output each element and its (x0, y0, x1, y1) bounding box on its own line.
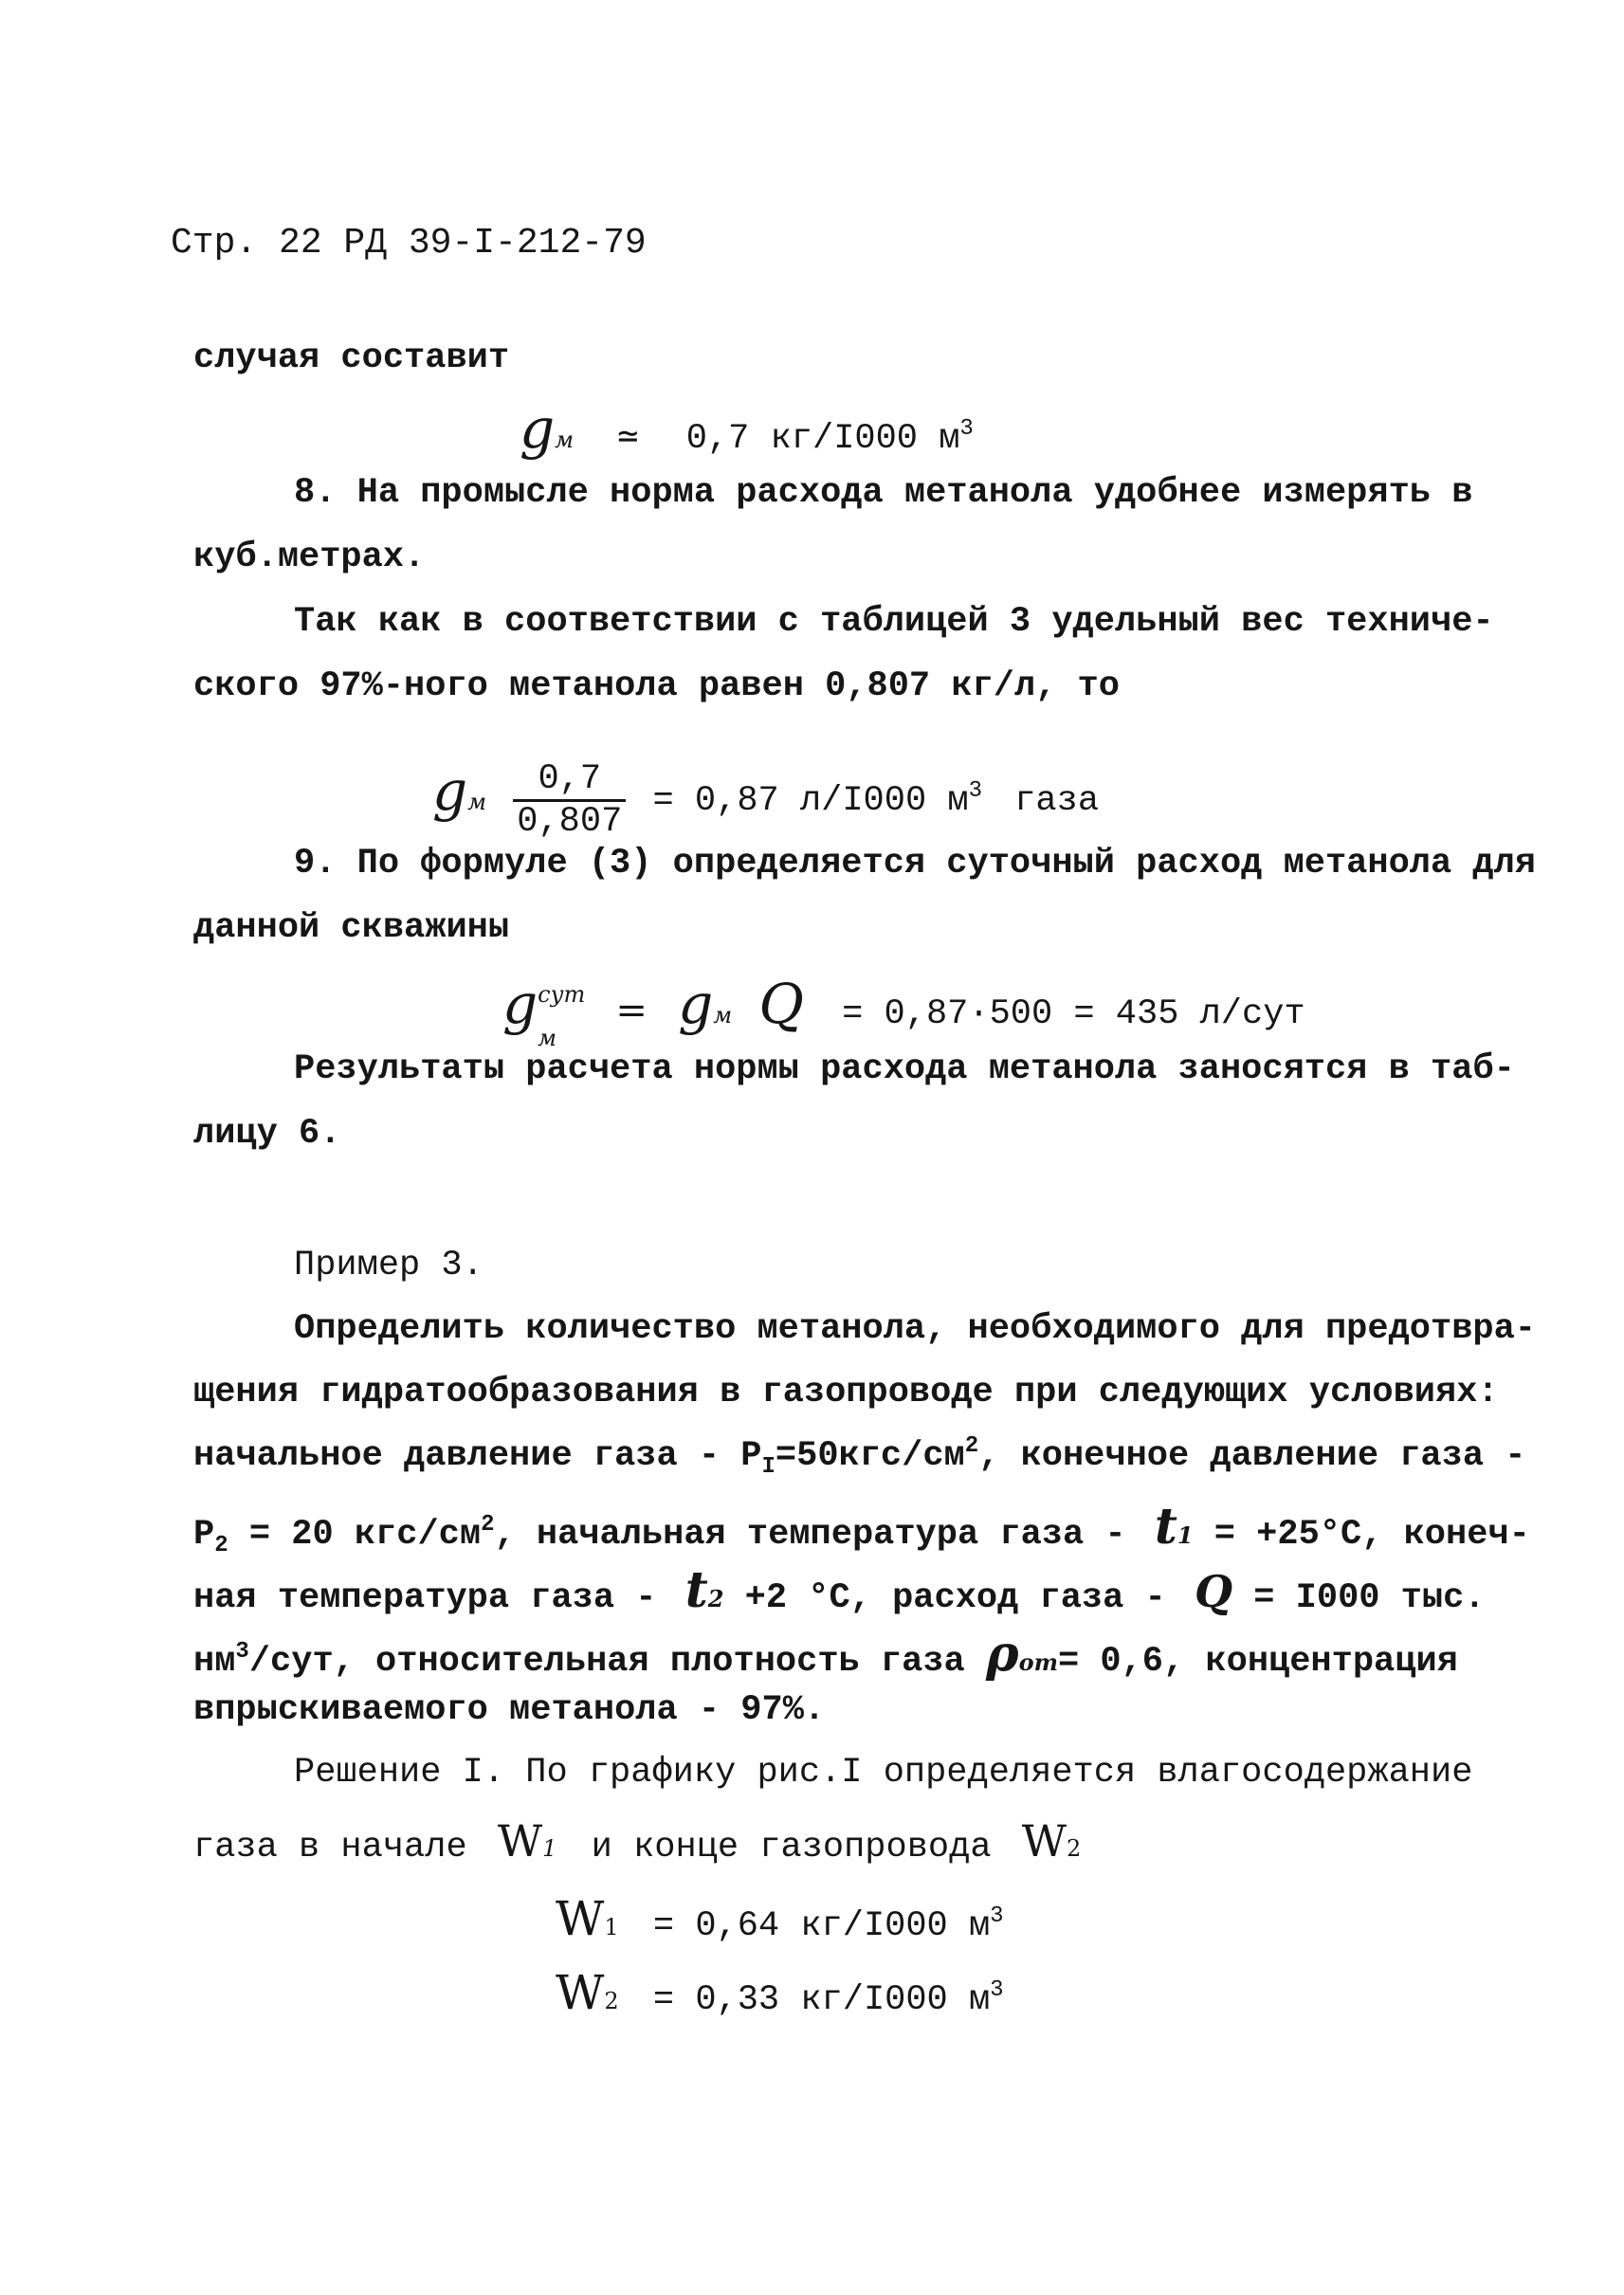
superscript: 2 (481, 1512, 495, 1538)
paragraph-lead: случая составит (193, 338, 510, 378)
text: = 20 кгс/см (228, 1515, 482, 1555)
symbol-w1: W (556, 1891, 605, 1946)
example-line-1: Определить количество метанола, необходимого для предотвра- (294, 1309, 1537, 1349)
text: P (193, 1515, 215, 1555)
paragraph-1-line-1: Так как в соответствии с таблицей 3 удельный вес техниче- (294, 602, 1494, 642)
subscript: 1 (542, 1835, 557, 1862)
equation-w1 (556, 1891, 1004, 1946)
subscript: 2 (1067, 1835, 1082, 1862)
example-line-7: впрыскиваемого метанола - 97%. (193, 1690, 826, 1730)
subscript: 2 (707, 1585, 724, 1612)
item-9-line-1: 9. По формуле (3) определяется суточный расход метанола для (294, 844, 1537, 883)
equation-result: = 0,87 л/I000 м (652, 781, 969, 821)
symbol-rho: ρ (985, 1625, 1019, 1683)
example-line-4 (193, 1498, 1530, 1558)
fraction (513, 759, 626, 842)
unit-exponent: 3 (968, 778, 982, 804)
superscript: 3 (235, 1639, 249, 1665)
symbol-g2: g (678, 972, 714, 1036)
symbol-w1: W (497, 1815, 543, 1867)
subscript: I (761, 1454, 776, 1480)
symbol-w2: W (556, 1965, 605, 2020)
equals-sign: = (615, 989, 648, 1032)
text: = +25°C, конеч- (1213, 1515, 1530, 1555)
text: /сут, относительная плотность газа (248, 1642, 965, 1682)
subscript: 2 (214, 1533, 228, 1558)
text: , конечное давление газа - (978, 1436, 1526, 1476)
equation-tail: газа (1014, 781, 1100, 821)
example-line-2: щения гидратообразования в газопроводе при следующих условиях: (193, 1373, 1499, 1412)
paragraph-2-line-2: лицу 6. (193, 1114, 341, 1154)
text: и конце газопровода (591, 1828, 992, 1867)
item-8-line-2: куб.метрах. (193, 537, 426, 577)
symbol-g: g (432, 758, 468, 823)
text: ная температура газа - (193, 1578, 657, 1618)
subscript: 2 (604, 1988, 619, 2014)
equation-w2 (556, 1965, 1004, 2020)
text: = I000 тыс. (1253, 1578, 1486, 1618)
paragraph-2-line-1: Результаты расчета нормы расхода метанола заносятся в таб- (294, 1049, 1515, 1089)
example-line-3 (193, 1433, 1526, 1480)
example-heading: Пример 3. (294, 1246, 484, 1285)
equation-value: = 0,33 кг/I000 м (652, 1980, 991, 2020)
equation-value: 0,7 кг/I000 м (685, 419, 960, 459)
equation-methanol-norm-kg (520, 396, 974, 461)
equation-result: = 0,87·500 = 435 л/сут (842, 994, 1305, 1034)
equation-daily-consumption (502, 972, 1305, 1051)
symbol-sub: м (555, 427, 575, 453)
example-line-5 (193, 1561, 1486, 1619)
subscript: 1 (1177, 1521, 1194, 1549)
subscript: 1 (604, 1914, 619, 1940)
page-header: Стр. 22 РД 39-I-212-79 (171, 223, 647, 264)
symbol-g: g (502, 972, 538, 1036)
symbol-q: Q (1194, 1566, 1233, 1617)
symbol-g: g (520, 396, 556, 461)
symbol-t1: t (1154, 1498, 1177, 1556)
text: начальное давление газа - P (193, 1436, 762, 1476)
fraction-numerator: 0,7 (513, 759, 626, 802)
text: , начальная температура газа - (494, 1515, 1126, 1555)
superscript: 2 (964, 1433, 979, 1459)
item-9-line-2: данной скважины (193, 908, 510, 948)
paragraph-1-line-2: ского 97%-ного метанола равен 0,807 кг/л, то (193, 666, 1120, 706)
fraction-denominator: 0,807 (517, 801, 623, 842)
unit-exponent: 3 (990, 1903, 1004, 1929)
symbol-sup: сут (538, 981, 586, 1008)
symbol-t2: t (684, 1561, 708, 1619)
equation-value: = 0,64 кг/I000 м (652, 1906, 991, 1946)
example-line-6 (193, 1625, 1458, 1683)
symbol-sub: м (467, 789, 487, 815)
text: нм (193, 1642, 236, 1682)
solution-line-1: Решение I. По графику рис.I определяется влагосодержание (294, 1753, 1473, 1793)
symbol-w2: W (1021, 1815, 1067, 1867)
text: =50кгс/см (775, 1436, 965, 1476)
unit-exponent: 3 (959, 416, 974, 442)
solution-line-2 (193, 1815, 1082, 1867)
equation-methanol-norm-liters (432, 758, 1099, 842)
text: = 0,6, концентрация (1057, 1642, 1458, 1682)
subscript: от (1018, 1648, 1058, 1676)
symbol-q: Q (758, 972, 804, 1036)
text: газа в начале (193, 1828, 467, 1867)
unit-exponent: 3 (990, 1977, 1004, 2003)
text: +2 °C, расход газа - (744, 1578, 1166, 1618)
symbol-g2-sub: м (713, 1002, 733, 1029)
item-8-line-1: 8. На промысле норма расхода метанола удобнее измерять в (294, 473, 1473, 513)
symbol-sub: м (538, 1025, 557, 1051)
approx-sign: ≃ (617, 419, 639, 459)
